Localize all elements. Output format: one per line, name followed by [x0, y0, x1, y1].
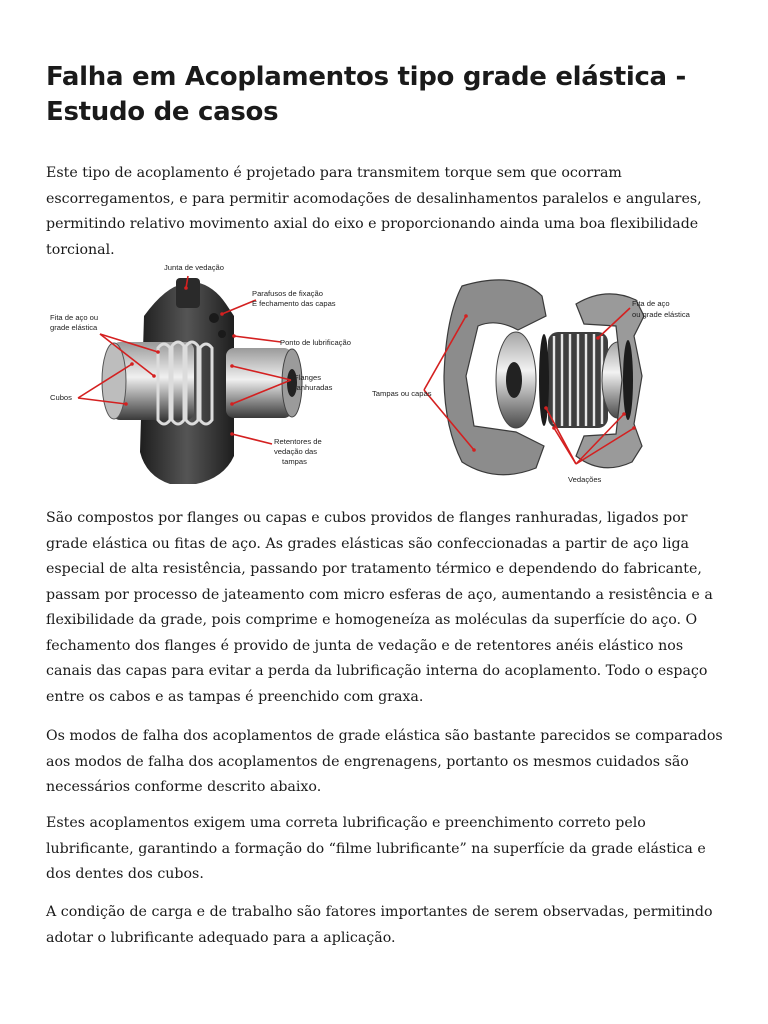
seal-joint: [176, 278, 200, 308]
label-vedacoes: Vedações: [568, 475, 602, 484]
label-flanges-2: ranhuradas: [294, 383, 333, 392]
label-junta: Junta de vedação: [164, 263, 224, 272]
label-fita-2: ou grade elástica: [632, 310, 690, 319]
paragraph-intro: Este tipo de acoplamento é projetado para transmitem torque sem que ocorram escorregamentos, e para permitir acomodações de desalinhamentos paralelos e angulares, permitindo relativo movimento axial do eixo e proporcionando ainda uma boa flexibilidade torcional.: [46, 165, 702, 258]
figure-coupling-cutaway: [46, 256, 364, 488]
label-cubos: Cubos: [50, 393, 72, 402]
label-lubrificacao: Ponto de lubrificação: [280, 338, 351, 347]
label-flanges-1: Flanges: [294, 373, 322, 382]
seal-right: [623, 340, 633, 420]
label-tampas: Tampas ou capas: [372, 389, 432, 398]
figure-coupling-exploded: [366, 256, 716, 488]
paragraph-components: São compostos por flanges ou capas e cubos providos de flanges ranhuradas, ligados por grade elástica ou fitas de aço. As grades elásticas são confeccionadas a partir de aço liga especial de alta resistência, passando por tratamento térmico e dependendo do fabricante, passam por processo de jateamento com micro esferas de aço, aumentando a resistência e a flexibilidade da grade, pois comprime e homogeneíza as moléculas da superfície do aço. O fechamento dos flanges é provido de junta de vedação e de retentores anéis elástico nos canais das capas para evitar a perda da lubrificação interna do acoplamento. Todo o espaço entre os cabos e as tampas é preenchido com graxa.: [46, 510, 713, 705]
article-title: Falha em Acoplamentos tipo grade elástica - Estudo de casos: [46, 62, 687, 127]
label-retentores-3: tampas: [282, 457, 307, 466]
paragraph-load-conditions: A condição de carga e de trabalho são fatores importantes de serem observadas, permitindo adotar o lubrificante adequado para a aplicação.: [46, 904, 713, 946]
label-retentores-2: vedação das: [274, 447, 318, 456]
label-fita-1: Fita de aço ou: [50, 313, 99, 322]
label-parafusos-1: Parafusos de fixação: [252, 289, 323, 298]
paragraph-lubrication: Estes acoplamentos exigem uma correta lubrificação e preenchimento correto pelo lubrificante, garantindo a formação do “filme lubrificante” na superfície da grade elástica e dos dentes dos cubos.: [46, 815, 706, 882]
label-parafusos-2: E fechamento das capas: [252, 299, 336, 308]
grid-spring: [548, 332, 608, 428]
coupling-exploded-illustration: [366, 256, 716, 488]
coupling-cutaway-illustration: [46, 256, 364, 488]
label-fita-1: Fita de aço: [632, 299, 670, 308]
label-retentores-1: Retentores de: [274, 437, 322, 446]
paragraph-failure-modes: Os modos de falha dos acoplamentos de grade elástica são bastante parecidos se comparados aos modos de falha dos acoplamentos de engrenagens, portanto os mesmos cuidados são necessários conforme descrito abaixo.: [46, 728, 723, 795]
label-fita-2: grade elástica: [50, 323, 98, 332]
